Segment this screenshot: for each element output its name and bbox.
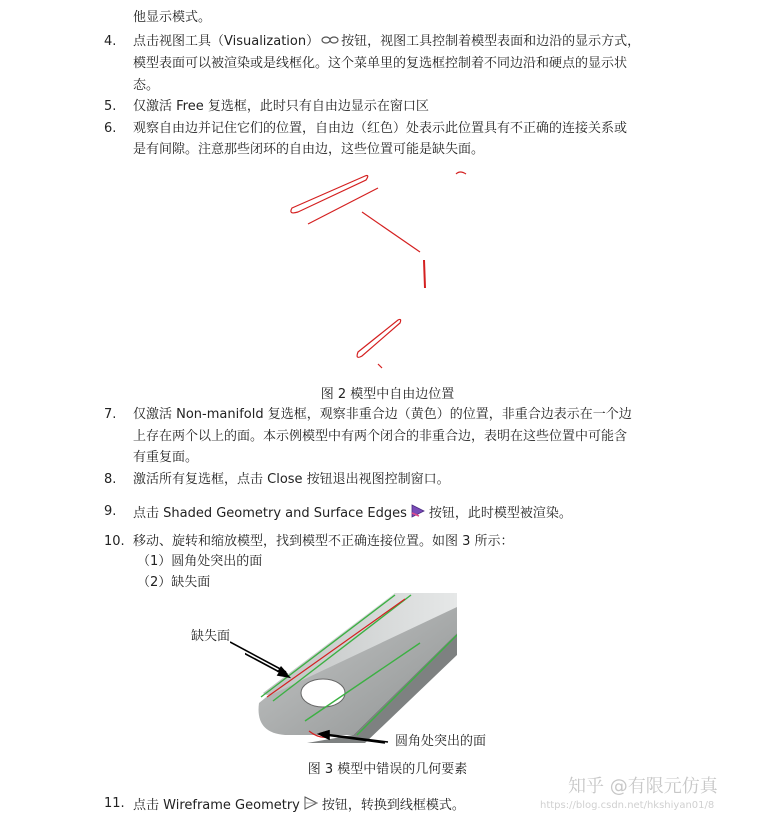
step-number: 8. (104, 472, 117, 487)
step-4-line-3: 态。 (133, 78, 160, 93)
step-4-line-1: 点击视图工具（Visualization） 按钮，视图工具控制着模型表面和边沿的显示方式， (133, 34, 641, 49)
visualization-icon[interactable] (321, 33, 339, 47)
wireframe-icon[interactable] (302, 795, 320, 809)
watermark: 知乎 @有限元仿真 (568, 776, 718, 797)
step-10-line-1: 移动、旋转和缩放模型，找到模型不正确连接位置。如图 3 所示： (133, 534, 514, 549)
step-number: 7. (104, 407, 117, 422)
free-edge (456, 172, 466, 174)
step-7-line-3: 有重复面。 (133, 450, 199, 465)
step-number: 11. (104, 796, 125, 811)
free-edge-loop (357, 319, 401, 357)
step-7-line-2: 上存在两个以上的面。本示例模型中有两个闭合的非重合边，表明在这些位置中可能含 (133, 429, 628, 444)
step-number: 9. (104, 504, 117, 519)
step-number: 10. (104, 534, 125, 549)
step-7-line-1: 仅激活 Non-manifold 复选框，观察非重合边（黄色）的位置，非重合边表示在一个边 (133, 407, 632, 422)
free-edges-figure (270, 160, 500, 380)
step-10-sub-2: （2）缺失面 (137, 575, 211, 590)
figure-2-caption: 图 2 模型中自由边位置 (320, 387, 455, 402)
step-10-sub-1: （1）圆角处突出的面 (137, 554, 263, 569)
step-number: 6. (104, 121, 117, 136)
step-8-line-1: 激活所有复选框，点击 Close 按钮退出视图控制窗口。 (133, 472, 450, 487)
free-edge (424, 260, 425, 288)
step-number: 5. (104, 99, 117, 114)
callout-leader-right (318, 730, 390, 746)
callout-fillet-face: 圆角处突出的面 (395, 734, 487, 749)
paragraph-line: 他显示模式。 (133, 10, 212, 25)
step-5-line-1: 仅激活 Free 复选框，此时只有自由边显示在窗口区 (133, 99, 429, 114)
free-edge (378, 364, 382, 368)
callout-leader-left (230, 640, 290, 680)
callout-missing-face: 缺失面 (191, 629, 231, 644)
step-6-line-2: 是有间隙。注意那些闭环的自由边，这些位置可能是缺失面。 (133, 142, 485, 157)
step-number: 4. (104, 34, 117, 49)
step-6-line-1: 观察自由边并记住它们的位置，自由边（红色）处表示此位置具有不正确的连接关系或 (133, 121, 628, 136)
step-9-line-1: 点击 Shaded Geometry and Surface Edges 按钮，此时模型被渲染。 (133, 503, 572, 523)
free-edge (362, 212, 420, 252)
free-edge-loop (291, 176, 368, 213)
free-edge (308, 188, 378, 224)
figure-3-caption: 图 3 模型中错误的几何要素 (307, 762, 468, 777)
shaded-geometry-icon[interactable] (409, 503, 427, 517)
step-11-line-1: 点击 Wireframe Geometry 按钮，转换到线框模式。 (133, 795, 465, 815)
watermark-url: https://blog.csdn.net/hkshiyan01/8 (540, 800, 715, 811)
step-4-line-2: 模型表面可以被渲染或是线框化。这个菜单里的复选框控制着不同边沿和硬点的显示状 (133, 56, 628, 71)
